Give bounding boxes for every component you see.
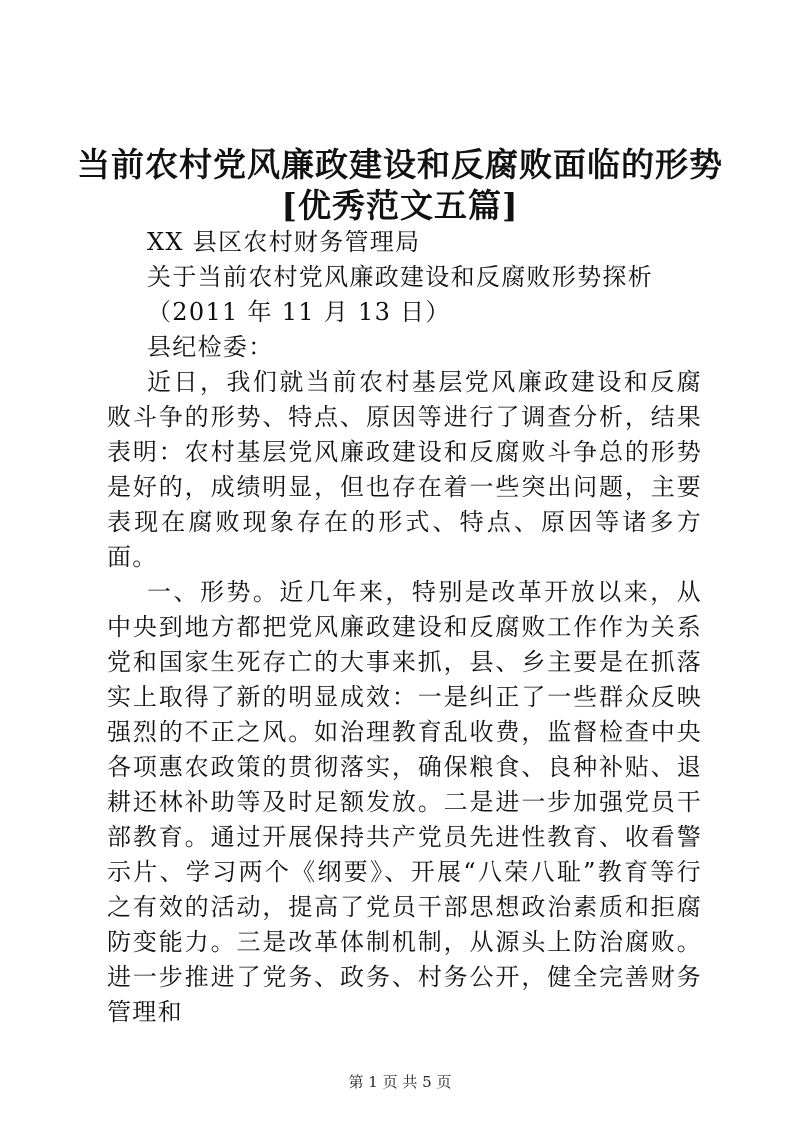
page-footer: 第 1 页 共 5 页: [348, 1073, 452, 1091]
body-paragraph: 近日，我们就当前农村基层党风廉政建设和反腐败斗争的形势、特点、原因等进行了调查分析，结果表明：农村基层党风廉政建设和反腐败斗争总的形势是好的，成绩明显，但也存在着一些突出问题，主要表现在腐败现象存在的形式、特点、原因等诸多方面。: [107, 368, 702, 571]
document-title-line-1: 当前农村党风廉政建设和反腐败面临的形势: [77, 145, 723, 184]
subject-line: 关于当前农村党风廉政建设和反腐败形势探析: [147, 263, 653, 291]
organization-line: XX 县区农村财务管理局: [147, 228, 421, 256]
body-paragraph: 一、形势。近几年来，特别是改革开放以来，从中央到地方都把党风廉政建设和反腐败工作作为关系党和国家生死存亡的大事来抓，县、乡主要是在抓落实上取得了新的明显成效：一是纠正了一些群众反映强烈的不正之风。如治理教育乱收费，监督检查中央各项惠农政策的贯彻落实，确保粮食、良种补贴、退耕还林补助等及时足额发放。二是进一步加强党员干部教育。通过开展保持共产党员先进性教育、收看警示片、学习两个《纲要》、开展“八荣八耻”教育等行之有效的活动，提高了党员干部思想政治素质和拒腐防变能力。三是改革体制机制，从源头上防治腐败。进一步推进了党务、政务、村务公开，健全完善财务管理和: [107, 578, 702, 1026]
document-title-line-2: [优秀范文五篇]: [281, 186, 519, 225]
date-line: （2011 年 11 月 13 日）: [147, 298, 451, 326]
salutation-line: 县纪检委：: [147, 333, 274, 361]
document-body: [107, 225, 702, 1030]
